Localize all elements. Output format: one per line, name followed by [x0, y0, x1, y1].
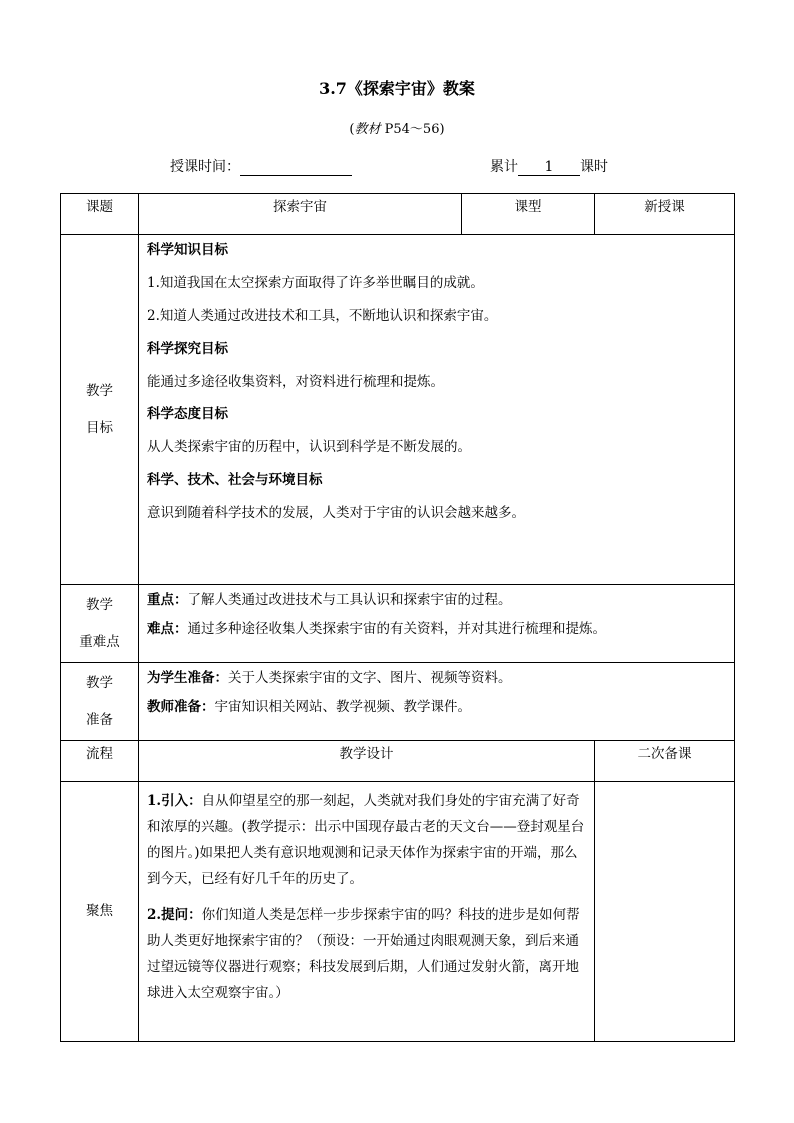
question-paragraph — [147, 902, 586, 1006]
difficulty-line — [147, 620, 726, 639]
inquiry-heading: 科学探究目标 — [147, 340, 228, 357]
attitude-heading: 科学态度目标 — [147, 406, 228, 423]
knowledge-heading: 科学知识目标 — [147, 242, 228, 258]
objectives-label — [61, 235, 139, 585]
preparation-content — [139, 663, 735, 741]
key-points-row — [61, 585, 735, 663]
second-prep-header: 二次备课 — [595, 741, 735, 782]
process-header: 流程 — [61, 741, 139, 782]
page-title: 3.7《探索宇宙》教案 — [319, 79, 475, 98]
intro-label: 1.引入： — [147, 793, 202, 809]
topic-row — [61, 194, 735, 235]
objectives-content — [139, 235, 735, 585]
focus-stage-label: 聚焦 — [61, 782, 139, 1042]
lesson-count-label: 累计 — [490, 159, 518, 175]
teacher-prep-text: 宇宙知识相关网站、教学视频、教学课件。 — [214, 698, 471, 715]
knowledge-item-1: 1.知道我国在太空探索方面取得了许多举世瞩目的成就。 — [147, 274, 484, 291]
lesson-plan-table — [60, 193, 735, 1042]
preparation-label-line2: 准备 — [86, 711, 113, 728]
objectives-label-line1: 教学 — [86, 382, 113, 399]
topic-label: 课题 — [61, 194, 139, 235]
lesson-count-unit: 课时 — [580, 159, 608, 175]
lesson-count-value: 1 — [518, 159, 580, 176]
focus-text: 了解人类通过改进技术与工具认识和探索宇宙的过程。 — [187, 592, 512, 608]
key-points-label-line1: 教学 — [86, 596, 113, 613]
difficulty-text: 通过多种途径收集人类探索宇宙的有关资料，并对其进行梳理和提炼。 — [187, 620, 606, 637]
lesson-type-value: 新授课 — [595, 194, 735, 235]
intro-paragraph — [147, 788, 586, 892]
key-points-content — [139, 585, 735, 663]
key-points-label-line2: 重难点 — [79, 633, 120, 650]
lesson-count-row — [490, 156, 608, 176]
topic-value: 探索宇宙 — [139, 194, 462, 235]
subtitle-pages: P54～56) — [380, 122, 445, 137]
class-time-row — [170, 156, 352, 176]
class-time-label: 授课时间： — [170, 159, 240, 175]
inquiry-item-1: 能通过多途径收集资料，对资料进行梳理和提炼。 — [147, 373, 444, 390]
difficulty-label: 难点： — [147, 620, 188, 637]
sts-item-1: 意识到随着科学技术的发展，人类对于宇宙的认识会越来越多。 — [147, 505, 525, 522]
intro-text: 自从仰望星空的那一刻起，人类就对我们身处的宇宙充满了好奇和浓厚的兴趣。(教学提示：出示中国现存最古老的天文台——登封观星台的图片。)如果把人类有意识地观测和记录天体作为探索宇宙的开端，那么到今天，已经有好几千年的历史了。 — [147, 793, 585, 887]
teacher-prep-line — [147, 698, 726, 717]
class-time-blank[interactable] — [240, 159, 352, 176]
teacher-prep-label: 教师准备： — [147, 698, 215, 715]
preparation-label-line1: 教学 — [86, 674, 113, 691]
student-prep-line — [147, 669, 726, 688]
subtitle-open: ( — [349, 122, 355, 137]
subtitle-textbook-word: 教材 — [354, 122, 381, 137]
flow-header-row — [61, 741, 735, 782]
objectives-label-line2: 目标 — [86, 419, 113, 436]
lesson-type-label: 课型 — [462, 194, 595, 235]
question-text: 你们知道人类是怎样一步步探索宇宙的吗？科技的进步是如何帮助人类更好地探索宇宙的？（预设：一开始通过肉眼观测天象，到后来通过望远镜等仪器进行观察；科技发展到后期，人们通过发射火箭，离开地球进入太空观察宇宙。） — [147, 907, 580, 1001]
preparation-label — [61, 663, 139, 741]
objectives-row — [61, 235, 735, 585]
student-prep-label: 为学生准备： — [147, 670, 228, 686]
focus-line — [147, 591, 726, 610]
design-header: 教学设计 — [139, 741, 595, 782]
attitude-item-1: 从人类探索宇宙的历程中，认识到科学是不断发展的。 — [147, 439, 471, 456]
focus-stage-design — [139, 782, 595, 1042]
student-prep-text: 关于人类探索宇宙的文字、图片、视频等资料。 — [228, 670, 512, 686]
preparation-row — [61, 663, 735, 741]
textbook-pages — [0, 118, 794, 137]
focus-stage-row — [61, 782, 735, 1042]
key-points-label — [61, 585, 139, 663]
knowledge-item-2: 2.知道人类通过改进技术和工具，不断地认识和探索宇宙。 — [147, 307, 498, 324]
focus-stage-second-prep[interactable] — [595, 782, 735, 1042]
question-label: 2.提问： — [147, 907, 202, 923]
sts-heading: 科学、技术、社会与环境目标 — [147, 472, 323, 489]
focus-label: 重点： — [147, 592, 188, 608]
